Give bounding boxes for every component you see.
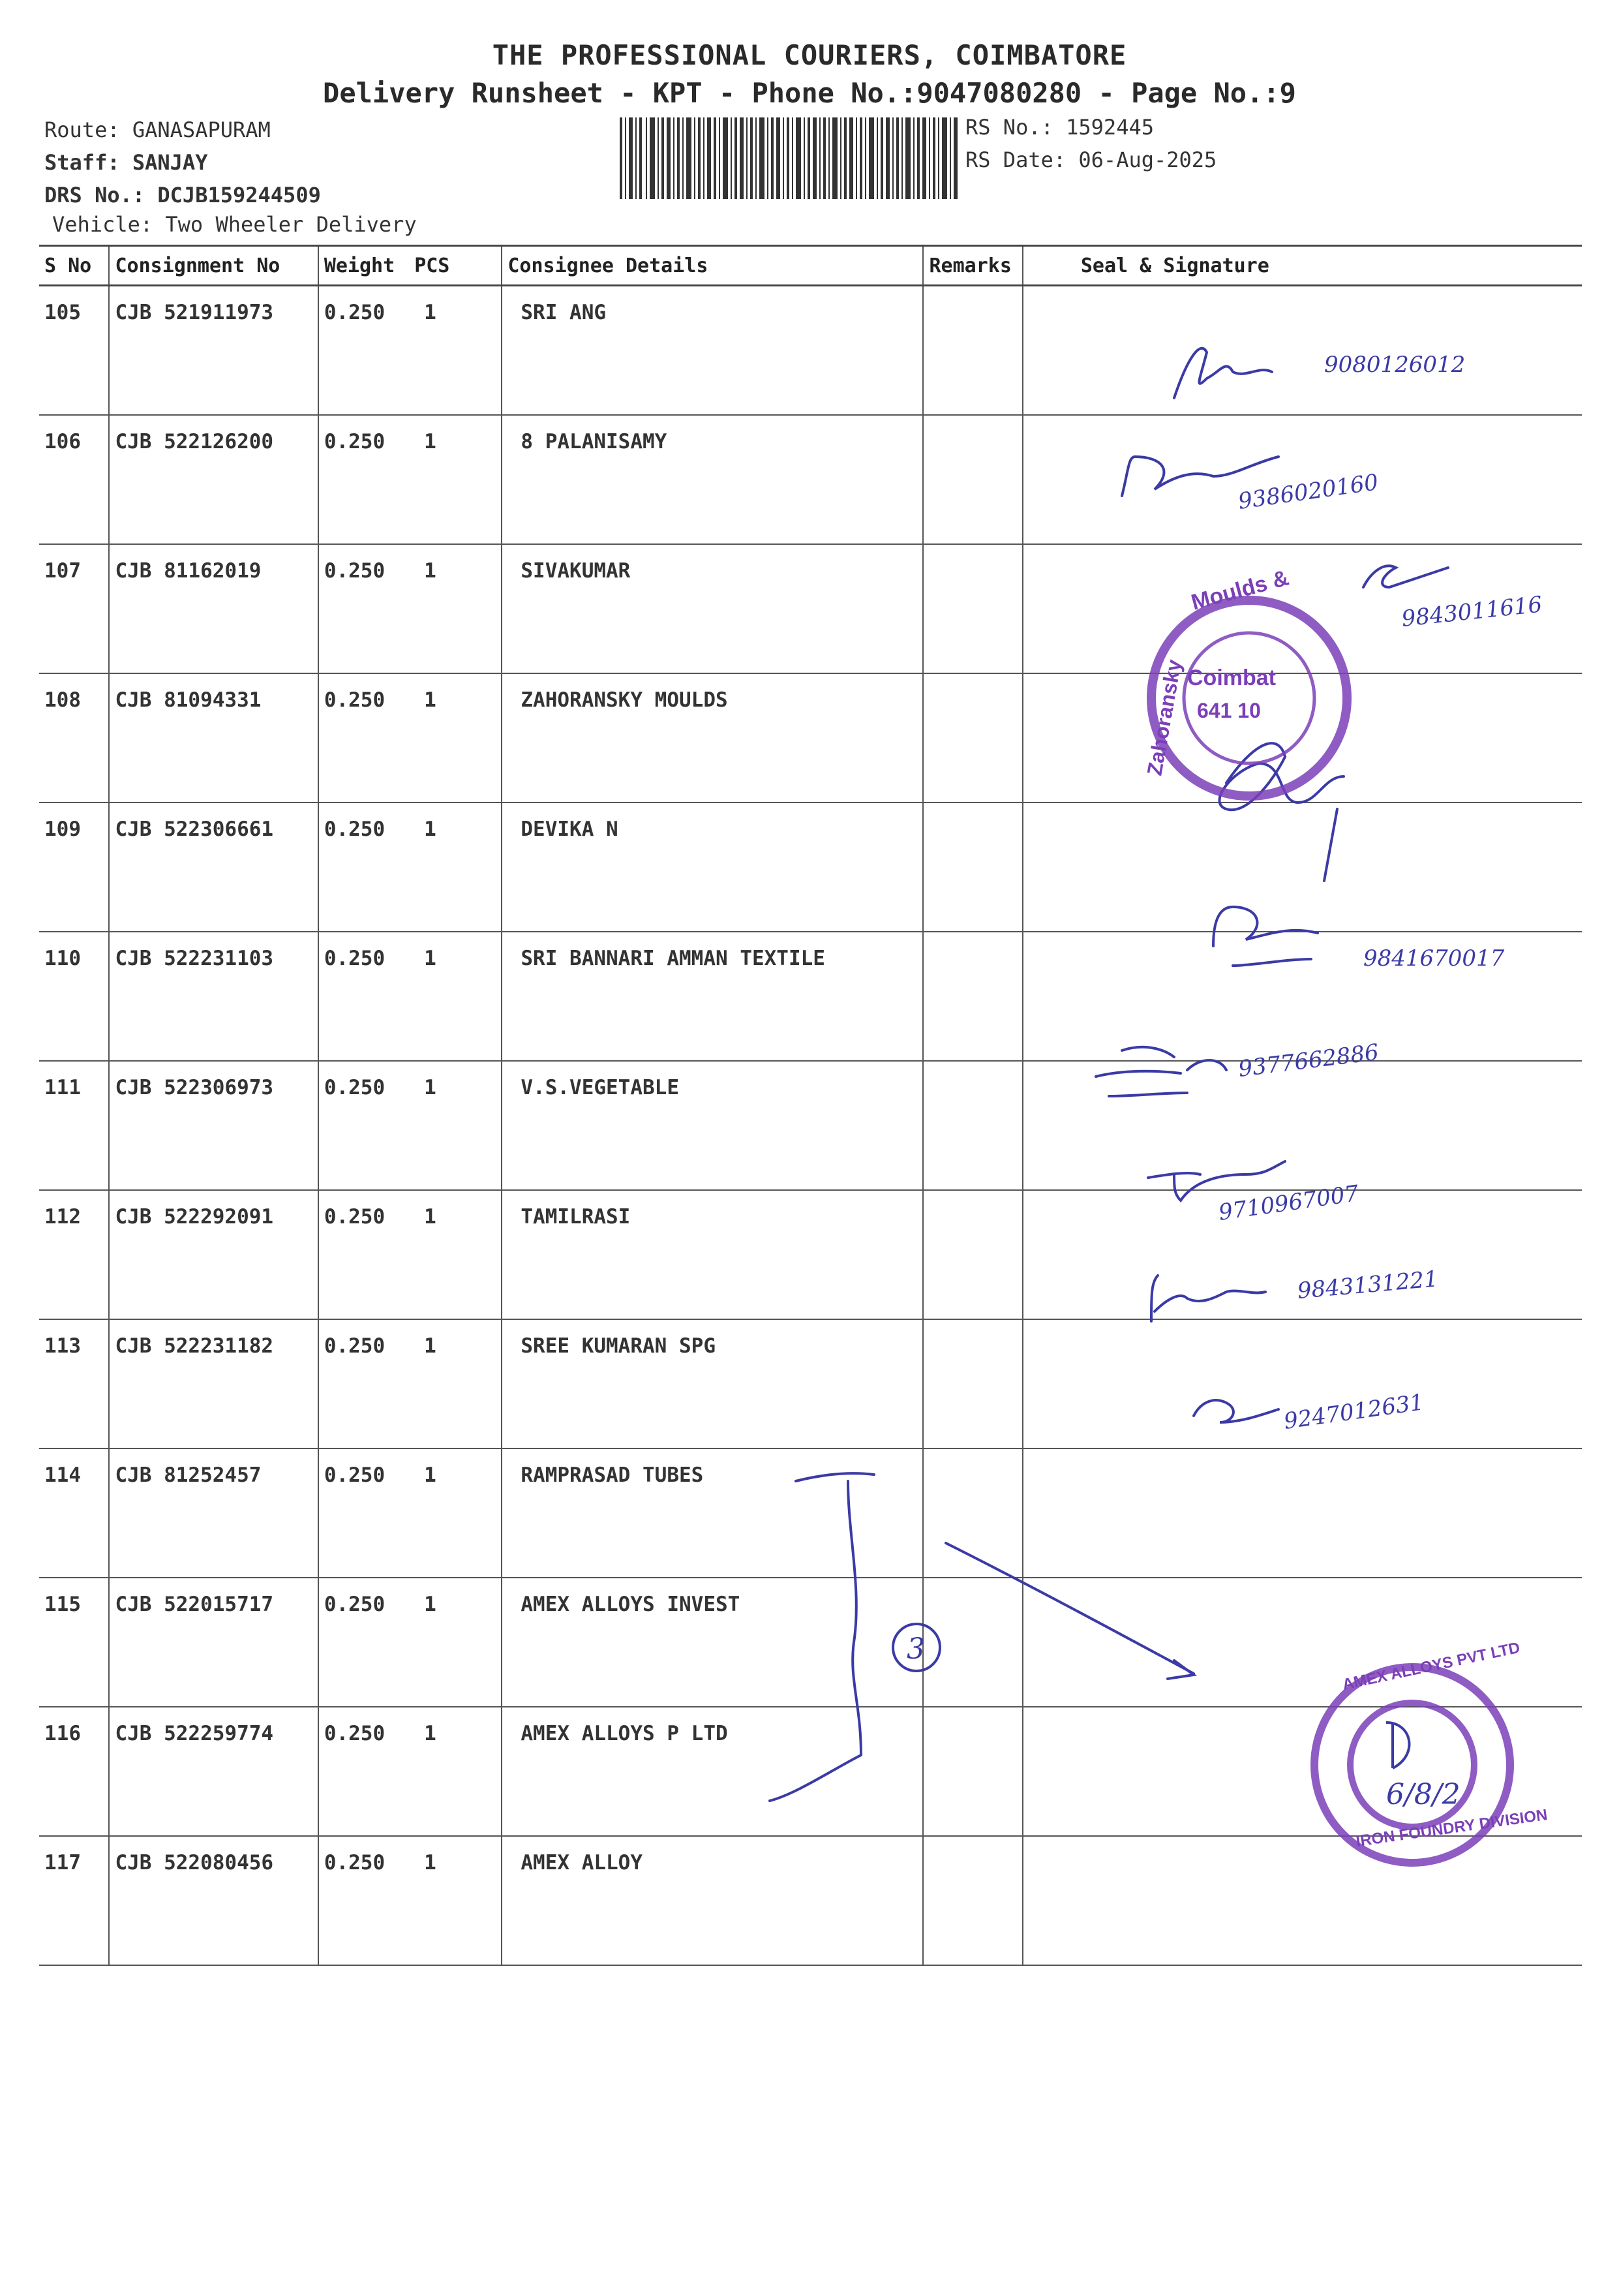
col-remarks: Remarks — [923, 246, 1022, 286]
cell-consignee: RAMPRASAD TUBES — [502, 1448, 923, 1578]
phone-113: 9843131221 — [1296, 1266, 1440, 1304]
cell-signature — [1023, 1836, 1582, 1965]
cell-remarks — [923, 415, 1022, 544]
cell-weight-pcs — [318, 415, 502, 544]
cell-remarks — [923, 932, 1022, 1061]
page-title: THE PROFESSIONAL COURIERS, COIMBATORE — [492, 39, 1127, 71]
cell-weight-pcs — [318, 1190, 502, 1319]
cell-pcs: 1 — [424, 1851, 436, 1875]
table-row — [39, 1578, 1582, 1707]
cell-sno: 113 — [39, 1319, 109, 1448]
cell-signature — [1023, 673, 1582, 803]
cell-sno: 112 — [39, 1190, 109, 1319]
cell-remarks — [923, 544, 1022, 673]
cell-pcs: 1 — [424, 1205, 436, 1229]
table-row — [39, 544, 1582, 673]
cell-remarks — [923, 1578, 1022, 1707]
date-mark: 6/8/2 — [1386, 1778, 1460, 1811]
cell-pcs: 1 — [424, 1334, 436, 1358]
rs-date: RS Date: 06-Aug-2025 — [965, 147, 1217, 172]
staff-label: Staff: SANJAY — [44, 150, 208, 175]
cell-weight-pcs — [318, 1707, 502, 1836]
cell-weight-pcs — [318, 286, 502, 416]
cell-pcs: 1 — [424, 1593, 436, 1616]
cell-sno: 115 — [39, 1578, 109, 1707]
cell-consignee: SRI BANNARI AMMAN TEXTILE — [502, 932, 923, 1061]
cell-remarks — [923, 286, 1022, 416]
table-row — [39, 932, 1582, 1061]
phone-112: 9710967007 — [1217, 1180, 1361, 1226]
cell-pcs: 1 — [424, 301, 436, 324]
cell-weight: 0.250 — [324, 947, 386, 970]
cell-consignee: TAMILRASI — [502, 1190, 923, 1319]
cell-consignee: V.S.VEGETABLE — [502, 1061, 923, 1190]
cell-weight-pcs — [318, 1319, 502, 1448]
cell-consignee: AMEX ALLOYS INVEST — [502, 1578, 923, 1707]
cell-consignee: AMEX ALLOYS P LTD — [502, 1707, 923, 1836]
cell-weight: 0.250 — [324, 1076, 386, 1099]
route-label: Route: GANASAPURAM — [44, 117, 271, 142]
cell-weight-pcs — [318, 1578, 502, 1707]
cell-consignment: CJB 522015717 — [109, 1578, 318, 1707]
cell-consignment: CJB 522292091 — [109, 1190, 318, 1319]
table-row — [39, 673, 1582, 803]
table-row — [39, 1707, 1582, 1836]
cell-consignment: CJB 521911973 — [109, 286, 318, 416]
cell-consignee: SIVAKUMAR — [502, 544, 923, 673]
cell-consignee: SRI ANG — [502, 286, 923, 416]
cell-pcs: 1 — [424, 559, 436, 583]
cell-pcs: 1 — [424, 818, 436, 841]
stamp-zahoransky-side: Zahoransky — [1142, 658, 1187, 778]
cell-weight: 0.250 — [324, 1722, 386, 1745]
page-subtitle: Delivery Runsheet - KPT - Phone No.:9047080280 - Page No.:9 — [323, 77, 1296, 109]
cell-consignee: SREE KUMARAN SPG — [502, 1319, 923, 1448]
col-pcs: PCS — [414, 254, 450, 277]
cell-sno: 109 — [39, 803, 109, 932]
barcode-icon — [620, 117, 959, 199]
phone-110: 9841670017 — [1363, 945, 1505, 972]
cell-weight: 0.250 — [324, 1463, 386, 1487]
cell-remarks — [923, 1836, 1022, 1965]
stamp-zahoransky-top: Moulds & — [1188, 565, 1292, 615]
cell-remarks — [923, 803, 1022, 932]
table-row — [39, 1061, 1582, 1190]
vehicle-label: Vehicle: Two Wheeler Delivery — [52, 212, 417, 237]
col-signature — [1023, 246, 1582, 286]
cell-pcs: 1 — [424, 430, 436, 453]
runsheet-table — [39, 245, 1582, 1966]
phone-114: 9247012631 — [1282, 1389, 1426, 1435]
cell-remarks — [923, 1448, 1022, 1578]
cell-consignee: AMEX ALLOY — [502, 1836, 923, 1965]
cell-sno: 116 — [39, 1707, 109, 1836]
cell-consignment: CJB 522080456 — [109, 1836, 318, 1965]
cell-weight-pcs — [318, 544, 502, 673]
cell-consignment: CJB 81252457 — [109, 1448, 318, 1578]
cell-weight: 0.250 — [324, 1851, 386, 1875]
cell-weight-pcs — [318, 1448, 502, 1578]
cell-consignment: CJB 522306973 — [109, 1061, 318, 1190]
cell-weight: 0.250 — [324, 1593, 386, 1616]
cell-sno: 110 — [39, 932, 109, 1061]
col-signature-label: Seal & Signature — [1080, 254, 1269, 277]
cell-signature — [1023, 286, 1582, 416]
col-consignment: Consignment No — [109, 246, 318, 286]
table-row — [39, 415, 1582, 544]
stamp-zahoransky-pin: 641 10 — [1197, 699, 1261, 722]
cell-weight: 0.250 — [324, 430, 386, 453]
stamp-zahoransky-city: Coimbat — [1187, 666, 1276, 690]
cell-consignment: CJB 81162019 — [109, 544, 318, 673]
cell-remarks — [923, 1190, 1022, 1319]
cell-weight: 0.250 — [324, 1334, 386, 1358]
cell-sno: 106 — [39, 415, 109, 544]
col-weight: Weight — [324, 254, 395, 277]
cell-weight-pcs — [318, 1061, 502, 1190]
cell-signature — [1023, 544, 1582, 673]
cell-weight: 0.250 — [324, 688, 386, 712]
table-row — [39, 803, 1582, 932]
cell-sno: 117 — [39, 1836, 109, 1965]
cell-pcs: 1 — [424, 688, 436, 712]
cell-consignee: DEVIKA N — [502, 803, 923, 932]
stamp-amex-bottom: IRON FOUNDRY DIVISION — [1355, 1806, 1549, 1850]
cell-remarks — [923, 1707, 1022, 1836]
cell-consignee: ZAHORANSKY MOULDS — [502, 673, 923, 803]
cell-consignment: CJB 522126200 — [109, 415, 318, 544]
cell-signature — [1023, 415, 1582, 544]
cell-weight-pcs — [318, 1836, 502, 1965]
phone-111: 9377662886 — [1237, 1039, 1380, 1082]
cell-weight: 0.250 — [324, 559, 386, 583]
cell-consignment: CJB 522259774 — [109, 1707, 318, 1836]
cell-signature — [1023, 803, 1582, 932]
count-mark: 3 — [907, 1632, 925, 1666]
cell-remarks — [923, 1061, 1022, 1190]
table-row — [39, 1836, 1582, 1965]
cell-weight: 0.250 — [324, 818, 386, 841]
cell-consignment: CJB 522231182 — [109, 1319, 318, 1448]
stamp-amex-ring: AMEX ALLOYS PVT LTD — [1340, 1638, 1522, 1694]
cell-consignment: CJB 522231103 — [109, 932, 318, 1061]
cell-signature — [1023, 932, 1582, 1061]
cell-signature — [1023, 1190, 1582, 1319]
phone-107: 9843011616 — [1400, 591, 1544, 632]
col-consignee: Consignee Details — [502, 246, 923, 286]
cell-pcs: 1 — [424, 1076, 436, 1099]
cell-weight-pcs — [318, 673, 502, 803]
cell-remarks — [923, 673, 1022, 803]
table-header-row — [39, 246, 1582, 286]
table-row — [39, 1319, 1582, 1448]
cell-signature — [1023, 1578, 1582, 1707]
cell-sno: 114 — [39, 1448, 109, 1578]
cell-sno: 111 — [39, 1061, 109, 1190]
cell-remarks — [923, 1319, 1022, 1448]
cell-weight: 0.250 — [324, 301, 386, 324]
cell-pcs: 1 — [424, 1463, 436, 1487]
phone-105: 9080126012 — [1324, 352, 1466, 378]
cell-weight: 0.250 — [324, 1205, 386, 1229]
cell-pcs: 1 — [424, 1722, 436, 1745]
cell-weight-pcs — [318, 803, 502, 932]
cell-sno: 108 — [39, 673, 109, 803]
cell-signature — [1023, 1061, 1582, 1190]
drs-number: DRS No.: DCJB159244509 — [44, 183, 321, 207]
cell-signature — [1023, 1319, 1582, 1448]
phone-106: 9386020160 — [1236, 469, 1380, 515]
table-row — [39, 286, 1582, 416]
table-row — [39, 1448, 1582, 1578]
cell-consignment: CJB 522306661 — [109, 803, 318, 932]
col-weight-pcs — [318, 246, 502, 286]
cell-sno: 105 — [39, 286, 109, 416]
table-row — [39, 1190, 1582, 1319]
cell-signature — [1023, 1707, 1582, 1836]
cell-signature — [1023, 1448, 1582, 1578]
cell-weight-pcs — [318, 932, 502, 1061]
cell-pcs: 1 — [424, 947, 436, 970]
cell-sno: 107 — [39, 544, 109, 673]
col-sno: S No — [39, 246, 109, 286]
cell-consignee: 8 PALANISAMY — [502, 415, 923, 544]
cell-consignment: CJB 81094331 — [109, 673, 318, 803]
rs-number: RS No.: 1592445 — [965, 115, 1154, 140]
